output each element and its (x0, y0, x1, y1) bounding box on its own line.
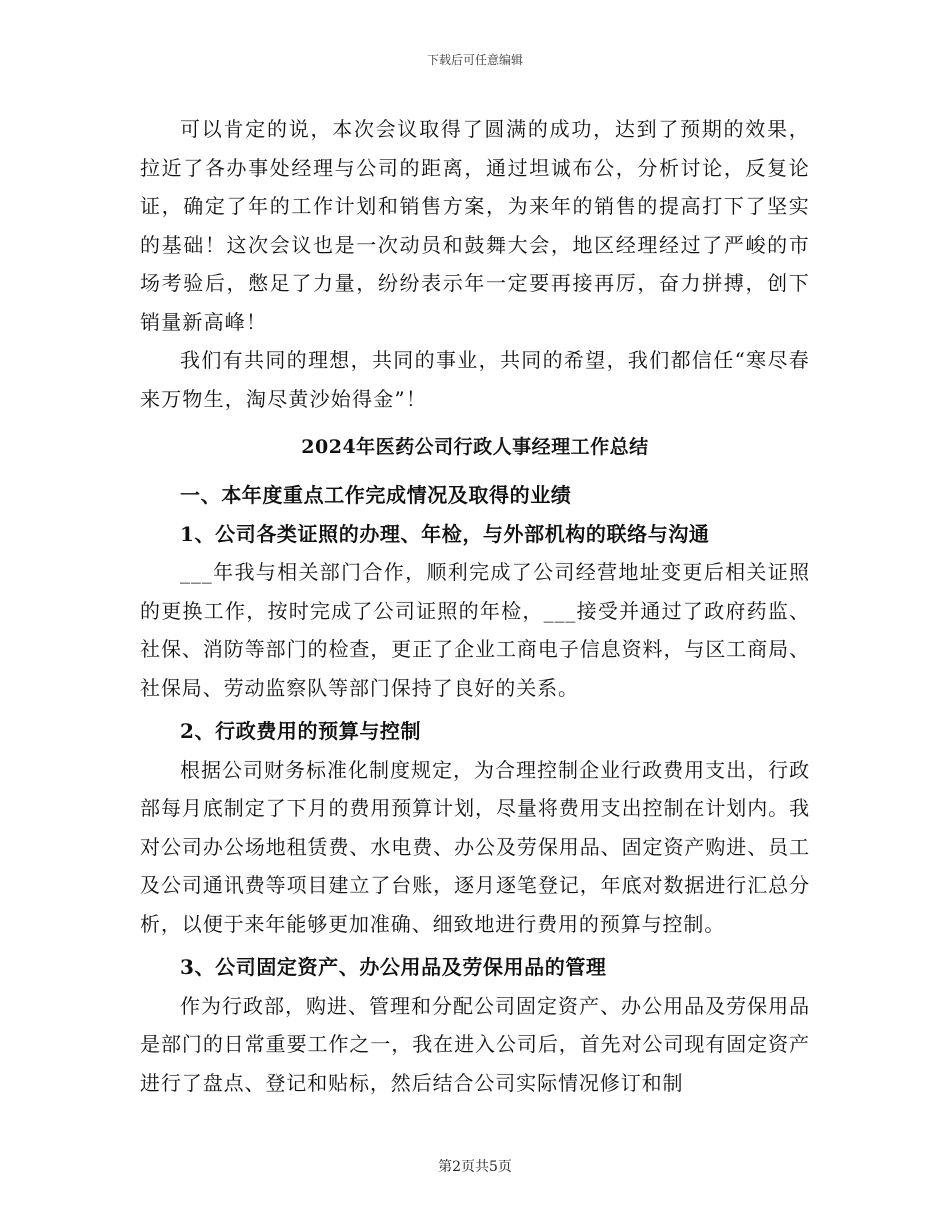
intro-paragraph-1: 可以肯定的说，本次会议取得了圆满的成功，达到了预期的效果，拉近了各办事处经理与公司的距离，通过坦诚布公，分析讨论，反复论证，确定了年的工作计划和销售方案，为来年的销售的提高打下了坚实的基础！这次会议也是一次动员和鼓舞大会，地区经理经过了严峻的市场考验后，憋足了力量，纷纷表示年一定要再接再厉，奋力拼搏，创下销量新高峰！ (140, 117, 810, 334)
document-body (140, 110, 810, 1102)
item-heading-3: 3、公司固定资产、办公用品及劳保用品的管理 (180, 955, 607, 979)
item-paragraph-2: 根据公司财务标准化制度规定，为合理控制企业行政费用支出，行政部每月底制定了下月的费用预算计划，尽量将费用支出控制在计划内。我对公司办公场地租赁费、水电费、办公及劳保用品、固定资产购进、员工及公司通讯费等项目建立了台账，逐月逐笔登记，年底对数据进行汇总分析，以便于来年能够更加准确、细致地进行费用的预算与控制。 (140, 757, 810, 936)
item-paragraph-3: 作为行政部，购进、管理和分配公司固定资产、办公用品及劳保用品是部门的日常重要工作之一，我在进入公司后，首先对公司现有固定资产进行了盘点、登记和贴标，然后结合公司实际情况修订和制 (140, 993, 810, 1095)
page-header-note: 下载后可任意编辑 (426, 53, 523, 67)
document-title: 2024年医药公司行政人事经理工作总结 (301, 436, 649, 458)
intro-paragraph-2: 我们有共同的理想，共同的事业，共同的希望，我们都信任“寒尽春来万物生，淘尽黄沙始得金”！ (140, 348, 810, 411)
page-number: 第2页共5页 (438, 1159, 512, 1175)
section-heading-1: 一、本年度重点工作完成情况及取得的业绩 (180, 483, 572, 507)
item-paragraph-1: ___年我与相关部门合作，顺利完成了公司经营地址变更后相关证照的更换工作，按时完成了公司证照的年检，___接受并通过了政府药监、社保、消防等部门的检查，更正了企业工商电子信息资料，与区工商局、社保局、劳动监察队等部门保持了良好的关系。 (140, 560, 810, 700)
item-heading-1: 1、公司各类证照的办理、年检，与外部机构的联络与沟通 (180, 521, 710, 546)
item-heading-2: 2、行政费用的预算与控制 (180, 719, 422, 743)
